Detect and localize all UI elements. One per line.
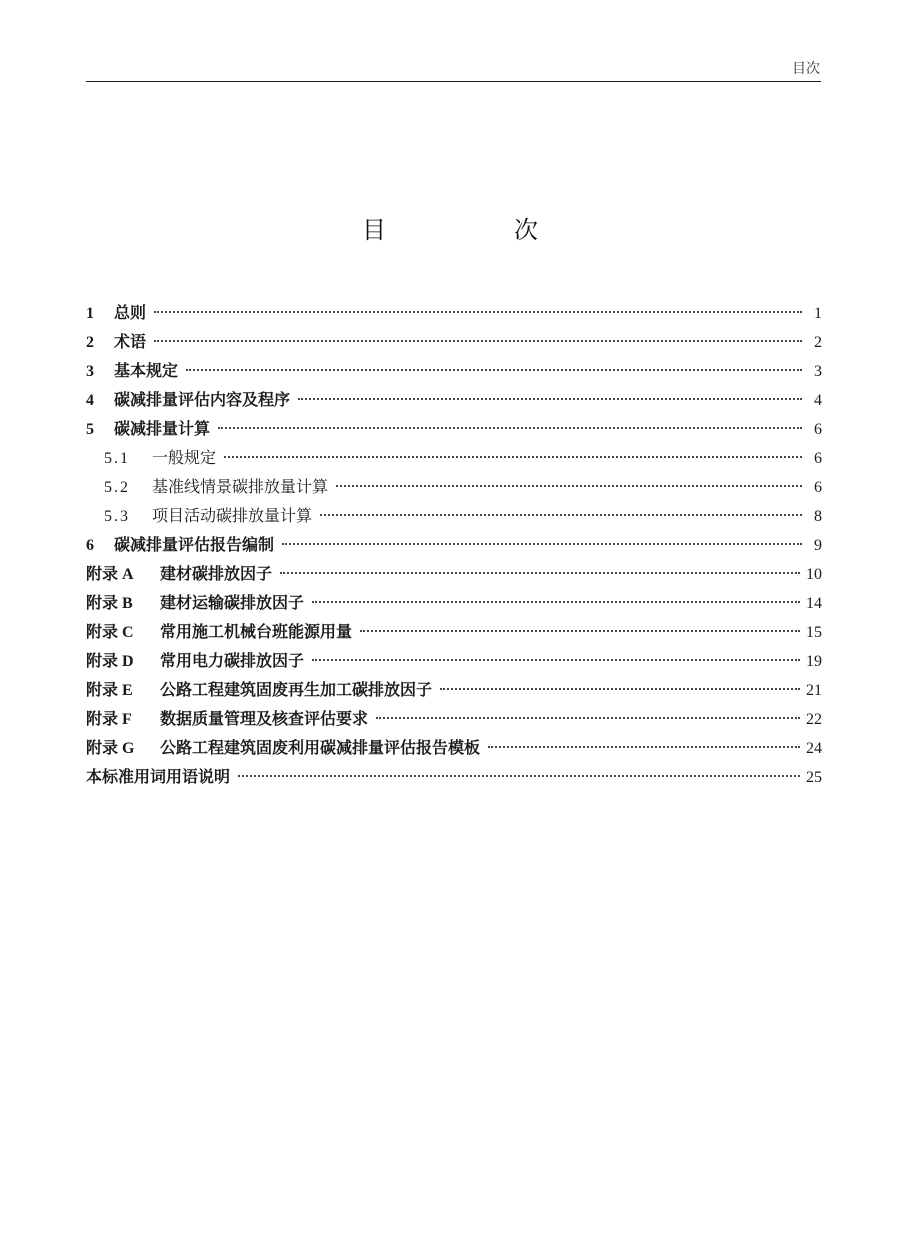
toc-entry-page: 2 [814,334,822,351]
toc-entry-title: 基准线情景碳排放量计算 [152,477,329,496]
toc-entry-page: 6 [814,479,822,496]
toc-entry-title: 基本规定 [114,361,179,380]
toc-entry-page: 25 [806,769,822,786]
toc-entry-title: 公路工程建筑固废利用碳减排量评估报告模板 [160,738,481,757]
toc-entry-number: 5 [86,421,94,438]
toc-dot-leader [280,572,800,574]
toc-entry-page: 14 [806,595,822,612]
toc-dot-leader [376,717,800,719]
toc-appendix-entry[interactable] [86,733,822,762]
toc-dot-leader [312,659,800,661]
toc-entry-number: 附录 B [86,595,133,612]
table-of-contents [86,298,822,791]
header-rule [86,81,821,82]
toc-dot-leader [224,456,802,458]
toc-entry-page: 6 [814,450,822,467]
toc-subentry[interactable] [86,501,822,530]
toc-entry-title: 本标准用词用语说明 [86,767,231,786]
toc-entry-number: 附录 A [86,566,134,583]
toc-entry-page: 22 [806,711,822,728]
toc-entry-number: 附录 C [86,624,134,641]
toc-dot-leader [360,630,800,632]
toc-dot-leader [218,427,802,429]
toc-entry-title: 建材运输碳排放因子 [160,593,305,612]
toc-appendix-entry[interactable] [86,704,822,733]
toc-entry-title: 公路工程建筑固废再生加工碳排放因子 [160,680,433,699]
toc-appendix-entry[interactable] [86,588,822,617]
toc-dot-leader [186,369,802,371]
toc-entry-title: 数据质量管理及核查评估要求 [160,709,369,728]
toc-appendix-entry[interactable] [86,646,822,675]
toc-entry[interactable] [86,385,822,414]
toc-dot-leader [488,746,800,748]
toc-dot-leader [298,398,802,400]
toc-dot-leader [154,340,802,342]
page-title: 目 次 [362,216,590,244]
toc-entry-number: 3 [86,363,94,380]
toc-appendix-entry[interactable] [86,617,822,646]
toc-appendix-entry[interactable] [86,675,822,704]
toc-entry-number: 5.1 [104,450,130,467]
toc-entry-number: 附录 E [86,682,133,699]
toc-dot-leader [440,688,800,690]
toc-entry-page: 21 [806,682,822,699]
toc-entry-number: 5.2 [104,479,130,496]
toc-entry[interactable] [86,762,822,791]
toc-subentry[interactable] [86,472,822,501]
running-header: 目次 [792,61,820,77]
toc-entry-title: 常用施工机械台班能源用量 [160,622,353,641]
toc-entry-number: 1 [86,305,94,322]
toc-entry-title: 总则 [114,303,147,322]
toc-entry-page: 15 [806,624,822,641]
toc-dot-leader [238,775,800,777]
toc-entry-title: 一般规定 [152,448,217,467]
toc-entry-number: 附录 F [86,711,132,728]
toc-dot-leader [312,601,800,603]
toc-entry-number: 附录 D [86,653,134,670]
toc-dot-leader [336,485,802,487]
toc-entry-number: 6 [86,537,94,554]
toc-dot-leader [320,514,802,516]
toc-entry[interactable] [86,327,822,356]
toc-entry-title: 建材碳排放因子 [160,564,273,583]
toc-entry-page: 9 [814,537,822,554]
toc-entry-number: 2 [86,334,94,351]
toc-entry-title: 碳减排量评估报告编制 [114,535,275,554]
toc-entry-number: 4 [86,392,94,409]
toc-subentry[interactable] [86,443,822,472]
toc-entry-page: 24 [806,740,822,757]
toc-entry-page: 1 [814,305,822,322]
toc-entry-title: 碳减排量评估内容及程序 [114,390,291,409]
toc-dot-leader [154,311,802,313]
toc-entry-number: 附录 G [86,740,135,757]
toc-entry-title: 项目活动碳排放量计算 [152,506,313,525]
toc-entry-page: 19 [806,653,822,670]
toc-entry-number: 5.3 [104,508,130,525]
toc-entry-title: 常用电力碳排放因子 [160,651,305,670]
toc-entry-page: 8 [814,508,822,525]
toc-entry[interactable] [86,298,822,327]
toc-entry-page: 10 [806,566,822,583]
toc-entry-page: 6 [814,421,822,438]
toc-entry-page: 4 [814,392,822,409]
toc-entry[interactable] [86,356,822,385]
toc-entry-title: 术语 [114,332,147,351]
toc-entry-page: 3 [814,363,822,380]
toc-entry[interactable] [86,414,822,443]
toc-dot-leader [282,543,802,545]
toc-entry-title: 碳减排量计算 [114,419,211,438]
toc-entry[interactable] [86,530,822,559]
toc-appendix-entry[interactable] [86,559,822,588]
